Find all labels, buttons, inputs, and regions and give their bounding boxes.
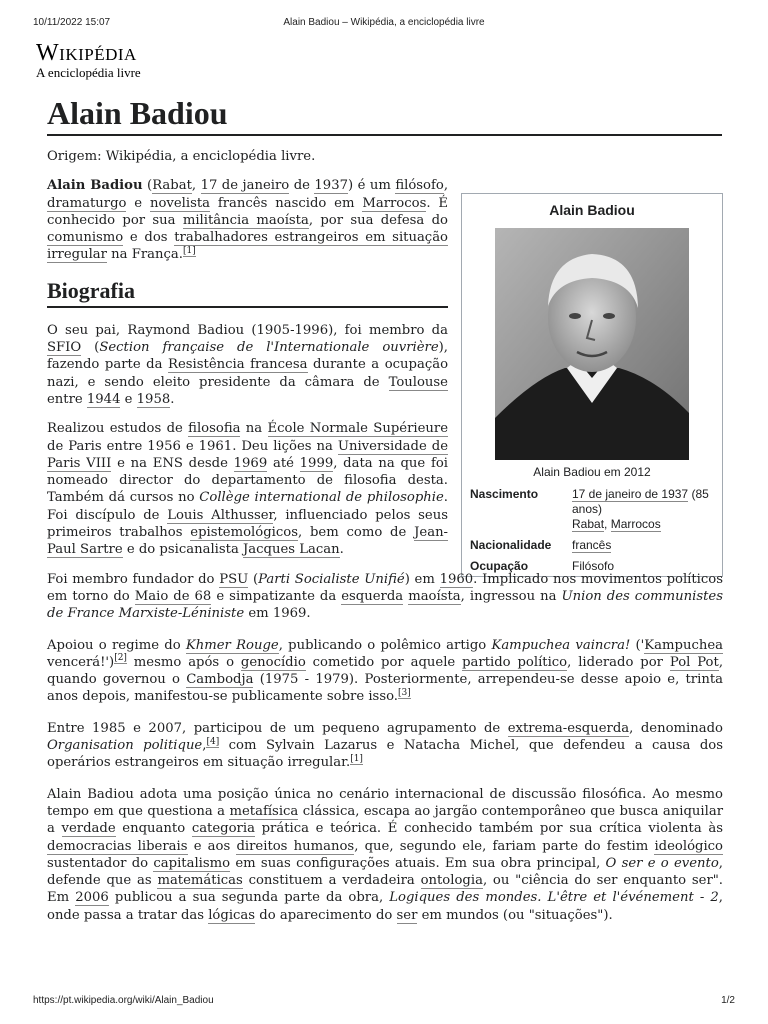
bio-paragraph-1: O seu pai, Raymond Badiou (1905-1996), foi membro da SFIO (Section française de l'Internationale ouvrière), fazendo parte da Resistência francesa durante a ocupação nazi, e sendo eleito presidente da câmara de Toulouse entre 1944 e 1958. (47, 322, 449, 407)
link-ens[interactable]: École Normale Supérieure (267, 421, 448, 437)
infobox-caption: Alain Badiou em 2012 (533, 465, 651, 479)
link-psu[interactable]: PSU (219, 571, 249, 587)
link-epistemologicos[interactable]: epistemológicos (190, 525, 298, 541)
link-maio68[interactable]: Maio de 68 (134, 588, 212, 604)
link-esquerda[interactable]: esquerda (341, 588, 404, 604)
link-2006[interactable]: 2006 (75, 890, 109, 906)
link-ontologia[interactable]: ontologia (420, 873, 483, 889)
link-althusser[interactable]: Louis Althusser (167, 507, 274, 523)
link-verdade[interactable]: verdade (61, 821, 116, 837)
link-logicas[interactable]: lógicas (208, 907, 256, 923)
link-extrema[interactable]: extrema-esquerda (507, 720, 630, 736)
link-filosofia[interactable]: filosofia (188, 421, 241, 437)
link-date[interactable]: 17 de janeiro (200, 178, 290, 194)
ref-1[interactable]: [1] (182, 246, 196, 257)
link-dramaturgo[interactable]: dramaturgo (47, 195, 127, 211)
intro-name: Alain Badiou (47, 178, 143, 194)
bio-paragraph-6: Alain Badiou adota uma posição única no cenário internacional de discussão filosófica. Ao mesmo tempo em que questiona a metafísica clássica, escapa ao jargão contemporâneo que busca aniquilar a verdade enquanto categoria prática e teórica. É conhecido também por sua crítica violenta às democracias liberais e aos direitos humanos, que, segundo ele, fariam parte do festim ideológico sustentador do capitalismo em suas configurações atuais. Em sua obra principal, O ser e o evento, defende que as matemáticas constituem a verdadeira ontologia, ou "ciência do ser enquanto ser". Em 2006 publicou a sua segunda parte da obra, Logiques des mondes. L'être et l'événement - 2, onde passa a tratar das lógicas do aparecimento do ser em mundos (ou "situações"). (47, 786, 723, 923)
link-1960[interactable]: 1960 (439, 571, 474, 587)
ref-4[interactable]: [4] (206, 736, 220, 747)
link-khmer[interactable]: Khmer Rouge (185, 637, 279, 653)
logo-tagline: A enciclopédia livre (36, 65, 141, 80)
link-toulouse[interactable]: Toulouse (388, 374, 448, 390)
occupation-label: Ocupação (470, 559, 529, 573)
infobox-title: Alain Badiou (549, 202, 635, 218)
ref-1b[interactable]: [1] (350, 753, 363, 764)
link-lacan[interactable]: Jacques Lacan (243, 542, 340, 558)
wikipedia-logo[interactable] (36, 41, 141, 80)
birth-value: 17 de janeiro de 1937 (85 anos) Rabat, Marrocos (572, 487, 709, 531)
link-1999[interactable]: 1999 (299, 455, 334, 471)
nationality-label: Nacionalidade (470, 538, 552, 552)
occupation-value: Filósofo (572, 559, 615, 573)
link-polpot[interactable]: Pol Pot (669, 654, 719, 670)
link-paris8[interactable]: Universidade de Paris VIII (47, 438, 449, 471)
link-camboja[interactable]: Cambodja (186, 672, 254, 688)
print-url: https://pt.wikipedia.org/wiki/Alain_Badiou (33, 995, 214, 1006)
link-1958[interactable]: 1958 (136, 391, 171, 407)
nationality-link[interactable]: francês (572, 538, 612, 552)
bio-paragraph-4: Apoiou o regime do Khmer Rouge, publicando o polêmico artigo Kampuchea vaincra! ('Kampuchea vencerá!')[2] mesmo após o genocídio cometido por aquele partido político, liderado por Pol Pot, quando governou o Cambodja (1975 - 1979). Posteriormente, arrependeu-se desse apoio e, trinta anos depois, manifestou-se publicamente sobre isso.[3] (47, 637, 724, 705)
page-title: Alain Badiou (47, 92, 722, 136)
birth-date-link[interactable]: 17 de janeiro de 1937 (572, 487, 689, 501)
section-heading-biografia: Biografia (47, 276, 448, 308)
link-democracias[interactable]: democracias liberais (47, 838, 188, 854)
link-capitalismo[interactable]: capitalismo (153, 855, 231, 871)
link-1937[interactable]: 1937 (314, 178, 348, 194)
link-comunismo[interactable]: comunismo (47, 230, 124, 246)
link-militancia[interactable]: militância maoísta (182, 212, 309, 228)
link-partido[interactable]: partido político (462, 654, 568, 670)
link-marrocos[interactable]: Marrocos (362, 195, 427, 211)
link-direitos[interactable]: direitos humanos (236, 838, 355, 854)
link-sartre[interactable]: Jean-Paul Sartre (47, 525, 449, 558)
print-doc-title: Alain Badiou – Wikipédia, a enciclopédia livre (283, 17, 485, 28)
link-maoista[interactable]: maoísta (408, 588, 461, 604)
link-1944[interactable]: 1944 (86, 391, 121, 407)
print-footer (33, 995, 735, 1006)
link-kampuchea[interactable]: Kampuchea (644, 637, 723, 653)
link-categoria[interactable]: categoria (191, 821, 255, 837)
logo-wordmark: Wikipédia (36, 40, 137, 66)
birth-age: (85 anos) (572, 487, 709, 516)
print-datetime: 10/11/2022 15:07 (33, 17, 111, 28)
link-resistencia[interactable]: Resistência francesa (168, 357, 308, 373)
link-sfio[interactable]: SFIO (47, 340, 82, 356)
link-genocidio[interactable]: genocídio (240, 654, 306, 670)
intro-paragraph: Alain Badiou (Rabat, 17 de janeiro de 1937) é um filósofo, dramaturgo e novelista francês nascido em Marrocos. É conhecido por sua militância maoísta, por sua defesa do comunismo e dos trabalhadores estrangeiros em situação irregular na França.[1] (47, 178, 449, 263)
ref-3[interactable]: [3] (398, 688, 411, 699)
birth-label: Nascimento (470, 487, 539, 501)
link-ideologico[interactable]: ideológico (654, 838, 723, 854)
ref-2[interactable]: [2] (114, 653, 127, 664)
bio-paragraph-5: Entre 1985 e 2007, participou de um pequeno agrupamento de extrema-esquerda, denominado Organisation politique,[4] com Sylvain Lazarus e Natacha Michel, que defendeu a causa dos operários estrangeiros em situação irregular.[1] (47, 720, 723, 771)
origin-line: Origem: Wikipédia, a enciclopédia livre. (47, 149, 316, 164)
link-novelista[interactable]: novelista (149, 195, 211, 211)
link-filosofo[interactable]: filósofo (395, 178, 444, 194)
link-ser[interactable]: ser (396, 907, 418, 923)
link-rabat[interactable]: Rabat (152, 178, 192, 194)
link-1969[interactable]: 1969 (233, 455, 268, 471)
bio-paragraph-2: Realizou estudos de filosofia na École Normale Supérieure de Paris entre 1956 e 1961. Deu lições na Universidade de Paris VIII e na ENS desde 1969 até 1999, data na que foi nomeado director do departamento de filosofia desta. Também dá cursos no Collège international de philosophie. Foi discípulo de Louis Althusser, influenciado pelos seus primeiros trabalhos epistemológicos, bem como de Jean-Paul Sartre e do psicanalista Jacques Lacan. (47, 421, 449, 558)
link-metafisica[interactable]: metafísica (229, 803, 299, 819)
birth-country-link[interactable]: Marrocos (610, 517, 661, 531)
link-trabalhadores[interactable]: trabalhadores estrangeiros em situação irregular (47, 230, 448, 263)
bio-paragraph-3: Foi membro fundador do PSU (Parti Socialiste Unifié) em 1960. Implicado nos movimentos políticos em torno do Maio de 68 e simpatizante da esquerda maoísta, ingressou na Union des communistes de France Marxiste-Léniniste em 1969. (47, 571, 723, 622)
print-page-number: 1/2 (721, 995, 735, 1006)
article-content (47, 148, 723, 938)
birth-city-link[interactable]: Rabat (572, 517, 605, 531)
link-matematicas[interactable]: matemáticas (157, 873, 243, 889)
